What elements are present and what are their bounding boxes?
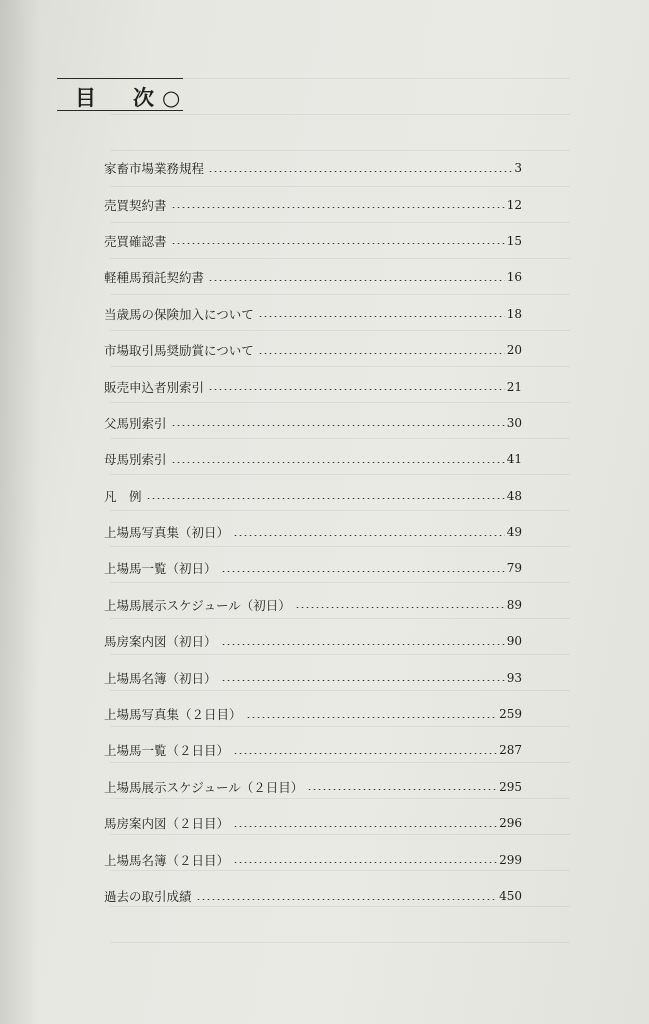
toc-entry-page: 18 <box>506 306 522 321</box>
toc-entry-label: 上場馬展示スケジュール（初日） <box>104 597 291 613</box>
toc-entry[interactable] <box>104 296 522 332</box>
toc-entry-label: 凡 例 <box>104 488 142 504</box>
toc-entry-label: 販売申込者別索引 <box>104 379 205 395</box>
toc-entry-label: 過去の取引成績 <box>104 889 192 904</box>
toc-entry-page: 49 <box>506 525 522 540</box>
dot-leader <box>233 753 497 754</box>
toc-entry-page: 90 <box>506 634 522 649</box>
toc-entry-page: 259 <box>499 707 522 722</box>
toc-entry-label: 上場馬写真集（２日目） <box>104 707 242 723</box>
toc-entry-page: 20 <box>506 343 522 358</box>
dot-leader <box>233 826 497 827</box>
toc-entry[interactable] <box>104 659 522 695</box>
toc-entry-page: 79 <box>506 561 522 576</box>
toc-entry-page: 15 <box>506 233 522 248</box>
toc-entry[interactable] <box>104 587 522 623</box>
toc-entry-label: 市場取引馬奨励賞について <box>104 343 254 359</box>
toc-entry-page: 12 <box>506 197 522 212</box>
dot-leader <box>295 607 505 608</box>
dot-leader <box>171 207 505 208</box>
toc-entry[interactable] <box>104 186 522 222</box>
dot-leader <box>171 425 505 426</box>
toc-entry[interactable] <box>104 259 522 295</box>
toc-entry[interactable] <box>104 223 522 259</box>
toc-entry-label: 父馬別索引 <box>104 415 167 431</box>
toc-entry-page: 287 <box>499 743 522 758</box>
dot-leader <box>196 899 498 900</box>
toc-entry-page: 16 <box>506 270 522 285</box>
toc-entry-label: 軽種馬預託契約書 <box>104 270 205 286</box>
toc-entry-page: 93 <box>506 670 522 685</box>
toc-entry-label: 売買契約書 <box>104 197 167 213</box>
toc-entry-label: 上場馬名簿（初日） <box>104 670 217 686</box>
toc-heading <box>57 78 189 111</box>
dot-leader <box>307 789 497 790</box>
toc-entry-page: 3 <box>514 161 522 176</box>
dot-leader <box>221 571 505 572</box>
toc-entry-label: 当歳馬の保険加入について <box>104 306 254 322</box>
toc-entry-page: 296 <box>499 816 522 831</box>
toc-entry-page: 89 <box>506 597 522 612</box>
dot-leader <box>208 280 505 281</box>
dot-leader <box>233 535 505 536</box>
dot-leader <box>208 171 512 172</box>
dot-leader <box>221 644 505 645</box>
dot-leader <box>146 498 505 499</box>
toc-entry-label: 家畜市場業務規程 <box>104 161 205 177</box>
toc-entry[interactable] <box>104 841 522 877</box>
toc-entry-label: 上場馬写真集（初日） <box>104 525 230 541</box>
dot-leader <box>171 462 505 463</box>
toc-entry-label: 上場馬一覧（初日） <box>104 561 217 577</box>
toc-entry-label: 上場馬展示スケジュール（２日目） <box>104 779 304 795</box>
toc-entry[interactable] <box>104 478 522 514</box>
dot-leader <box>246 717 498 718</box>
toc-entry-label: 馬房案内図（２日目） <box>104 816 230 832</box>
dot-leader <box>171 243 505 244</box>
toc-entry[interactable] <box>104 878 522 914</box>
toc-entry-page: 48 <box>506 488 522 503</box>
dot-leader <box>233 862 497 863</box>
toc-entry-page: 299 <box>499 852 522 867</box>
toc-entry-page: 295 <box>499 779 522 794</box>
toc-entry-label: 上場馬名簿（２日目） <box>104 852 230 868</box>
toc-entry-page: 450 <box>499 889 522 903</box>
toc-entry[interactable] <box>104 550 522 586</box>
toc-entry[interactable] <box>104 732 522 768</box>
toc-entry-page: 41 <box>506 452 522 467</box>
toc-entry[interactable] <box>104 623 522 659</box>
dot-leader <box>208 389 505 390</box>
toc-entry[interactable] <box>104 805 522 841</box>
toc-entry[interactable] <box>104 150 522 186</box>
dot-leader <box>258 316 505 317</box>
toc-entry[interactable] <box>104 514 522 550</box>
toc-entry-label: 母馬別索引 <box>104 452 167 468</box>
toc-entry[interactable] <box>104 368 522 404</box>
toc-entry-label: 売買確認書 <box>104 233 167 249</box>
toc-entry-label: 馬房案内図（初日） <box>104 634 217 650</box>
toc-entry[interactable] <box>104 769 522 805</box>
toc-entry[interactable] <box>104 332 522 368</box>
toc-entry-page: 21 <box>506 379 522 394</box>
heading-rule-bottom <box>57 110 183 111</box>
page-shadow <box>0 0 40 1024</box>
toc-entry[interactable] <box>104 696 522 732</box>
toc-entry-page: 30 <box>506 415 522 430</box>
table-of-contents <box>104 150 522 914</box>
page-title: 目 次○ <box>75 85 189 110</box>
dot-leader <box>221 680 505 681</box>
dot-leader <box>258 353 505 354</box>
toc-entry[interactable] <box>104 405 522 441</box>
toc-entry-label: 上場馬一覧（２日目） <box>104 743 230 759</box>
toc-entry[interactable] <box>104 441 522 477</box>
heading-rule-top <box>57 78 183 79</box>
